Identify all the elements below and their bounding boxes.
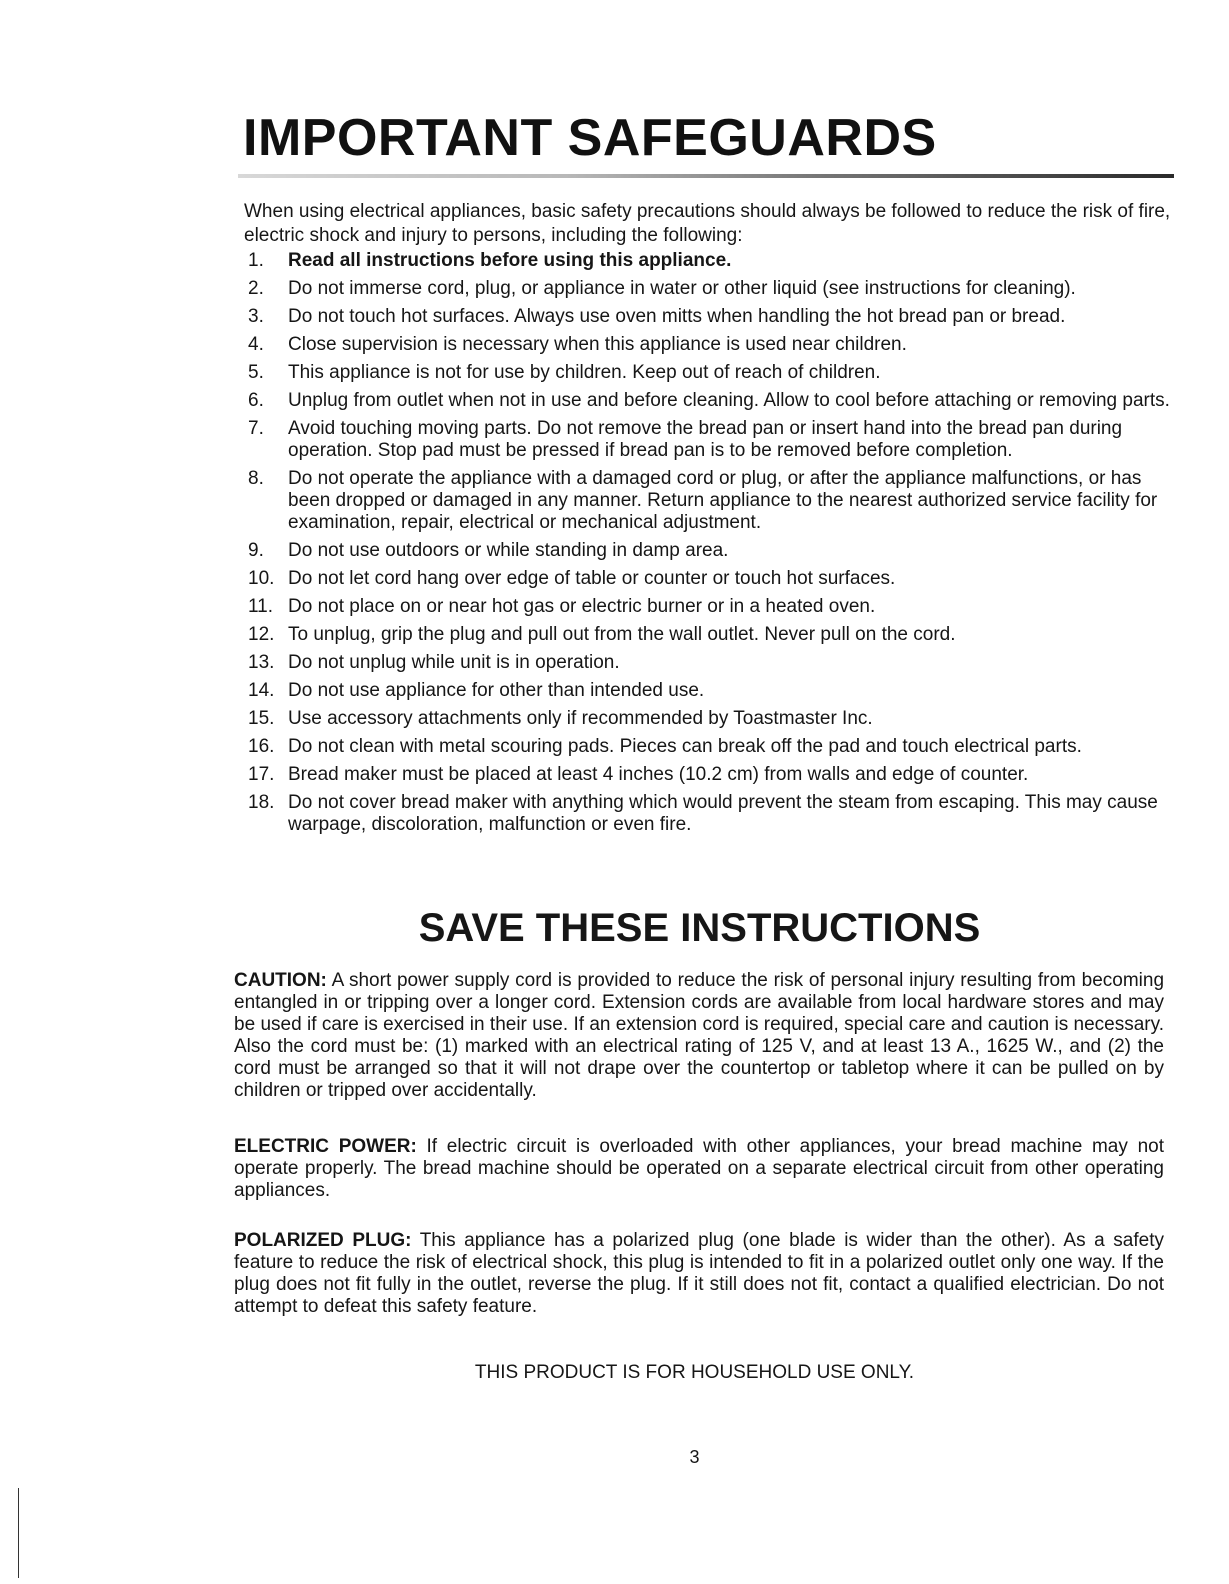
safeguard-text: Do not unplug while unit is in operation. (288, 652, 620, 673)
safeguard-text: Do not cover bread maker with anything which would prevent the steam from escaping. This may cause warpage, discoloration, malfunction or even fire. (288, 792, 1158, 835)
caution-text: A short power supply cord is provided to reduce the risk of personal injury resulting from becoming entangled in or tripping over a longer cord. Extension cords are available from local hardware stores and may be used if care is exercised in their use. If an extension cord is required, special care and caution is necessary. Also the cord must be: (1) marked with an electrical rating of 125 V, and at least 13 A., 1625 W., and (2) the cord must be arranged so that it will not drape over the countertop or tabletop where it can be pulled on by children or tripped over accidentally. (234, 970, 1165, 1101)
safeguard-item (232, 624, 1176, 646)
scan-edge-mark (18, 1488, 19, 1578)
safeguard-number: 2. (248, 278, 264, 299)
safeguard-item (232, 418, 1176, 462)
safeguard-text: Do not immerse cord, plug, or appliance in water or other liquid (see instructions for cleaning). (288, 278, 1076, 299)
safeguard-number: 11. (248, 596, 274, 617)
safeguard-number: 14. (248, 680, 275, 701)
safeguard-number: 3. (248, 306, 264, 327)
safeguard-text: Do not operate the appliance with a damaged cord or plug, or after the appliance malfunctions, or has been dropped or damaged in any manner. Return appliance to the nearest authorized service facility for examination, repair, electrical or mechanical adjustment. (288, 468, 1158, 533)
safeguard-number: 4. (248, 334, 264, 355)
intro-paragraph: When using electrical appliances, basic safety precautions should always be followed to reduce the risk of fire, electric shock and injury to persons, including the following: (244, 201, 1171, 246)
safeguard-text: Do not place on or near hot gas or electric burner or in a heated oven. (288, 596, 876, 617)
polarized-plug-text: This appliance has a polarized plug (one blade is wider than the other). As a safety feature to reduce the risk of electrical shock, this plug is intended to fit in a polarized outlet only one way. If the plug does not fit fully in the outlet, reverse the plug. If it still does not fit, contact a qualified electrician. Do not attempt to defeat this safety feature. (234, 1230, 1164, 1317)
safeguard-text: Do not clean with metal scouring pads. Pieces can break off the pad and touch electrical parts. (288, 736, 1082, 757)
safeguard-number: 7. (248, 418, 264, 439)
electric-power-label: ELECTRIC POWER: (234, 1136, 417, 1157)
safeguard-item (232, 306, 1176, 328)
safeguards-list (232, 250, 1176, 842)
safeguard-number: 15. (248, 708, 275, 729)
safeguard-number: 10. (248, 568, 275, 589)
safeguard-item (232, 468, 1176, 534)
page-title: IMPORTANT SAFEGUARDS (243, 109, 937, 167)
safeguard-number: 13. (248, 652, 275, 673)
safeguard-text: Read all instructions before using this appliance. (288, 250, 732, 271)
safeguard-item (232, 652, 1176, 674)
safeguard-number: 6. (248, 390, 264, 411)
safeguard-number: 9. (248, 540, 264, 561)
safeguard-text: Do not use appliance for other than intended use. (288, 680, 705, 701)
safeguard-item (232, 568, 1176, 590)
page-number: 3 (689, 1447, 700, 1467)
safeguard-number: 8. (248, 468, 264, 489)
safeguard-text: Do not use outdoors or while standing in damp area. (288, 540, 729, 561)
safeguard-item (232, 764, 1176, 786)
safeguard-text: Do not let cord hang over edge of table or counter or touch hot surfaces. (288, 568, 896, 589)
safeguard-item (232, 334, 1176, 356)
safeguard-item (232, 540, 1176, 562)
save-instructions-heading: SAVE THESE INSTRUCTIONS (418, 906, 981, 950)
safeguard-text: Do not touch hot surfaces. Always use oven mitts when handling the hot bread pan or bread. (288, 306, 1066, 327)
safeguard-text: Close supervision is necessary when this appliance is used near children. (288, 334, 907, 355)
safeguard-number: 5. (248, 362, 264, 383)
safeguard-item (232, 708, 1176, 730)
household-use-note: THIS PRODUCT IS FOR HOUSEHOLD USE ONLY. (474, 1362, 915, 1383)
polarized-plug-label: POLARIZED PLUG: (234, 1230, 412, 1251)
safeguard-number: 1. (248, 250, 264, 271)
safeguard-text: This appliance is not for use by children. Keep out of reach of children. (288, 362, 881, 383)
safeguard-item (232, 680, 1176, 702)
safeguard-item (232, 390, 1176, 412)
safeguard-number: 12. (248, 624, 275, 645)
caution-label: CAUTION: (234, 970, 327, 991)
safeguard-text: Use accessory attachments only if recommended by Toastmaster Inc. (288, 708, 873, 729)
safeguard-number: 17. (248, 764, 275, 785)
safeguard-text: To unplug, grip the plug and pull out from the wall outlet. Never pull on the cord. (288, 624, 956, 645)
safeguard-number: 18. (248, 792, 275, 813)
polarized-plug-paragraph (234, 1230, 1164, 1318)
safeguard-item (232, 596, 1176, 618)
safeguard-text: Unplug from outlet when not in use and before cleaning. Allow to cool before attaching or removing parts. (288, 390, 1170, 411)
safeguard-item (232, 278, 1176, 300)
safeguard-text: Bread maker must be placed at least 4 inches (10.2 cm) from walls and edge of counter. (288, 764, 1029, 785)
title-underline-rule (238, 174, 1174, 178)
safeguard-number: 16. (248, 736, 275, 757)
safeguard-item (232, 792, 1176, 836)
safeguard-item (232, 736, 1176, 758)
safeguard-text: Avoid touching moving parts. Do not remove the bread pan or insert hand into the bread pan during operation. Stop pad must be pressed if bread pan is to be removed before completion. (288, 418, 1123, 461)
caution-paragraph (234, 970, 1164, 1102)
electric-power-text: If electric circuit is overloaded with other appliances, your bread machine may not operate properly. The bread machine should be operated on a separate electrical circuit from other operating appliances. (234, 1136, 1164, 1201)
safeguard-item (232, 250, 1176, 272)
safeguard-item (232, 362, 1176, 384)
electric-power-paragraph (234, 1136, 1164, 1202)
